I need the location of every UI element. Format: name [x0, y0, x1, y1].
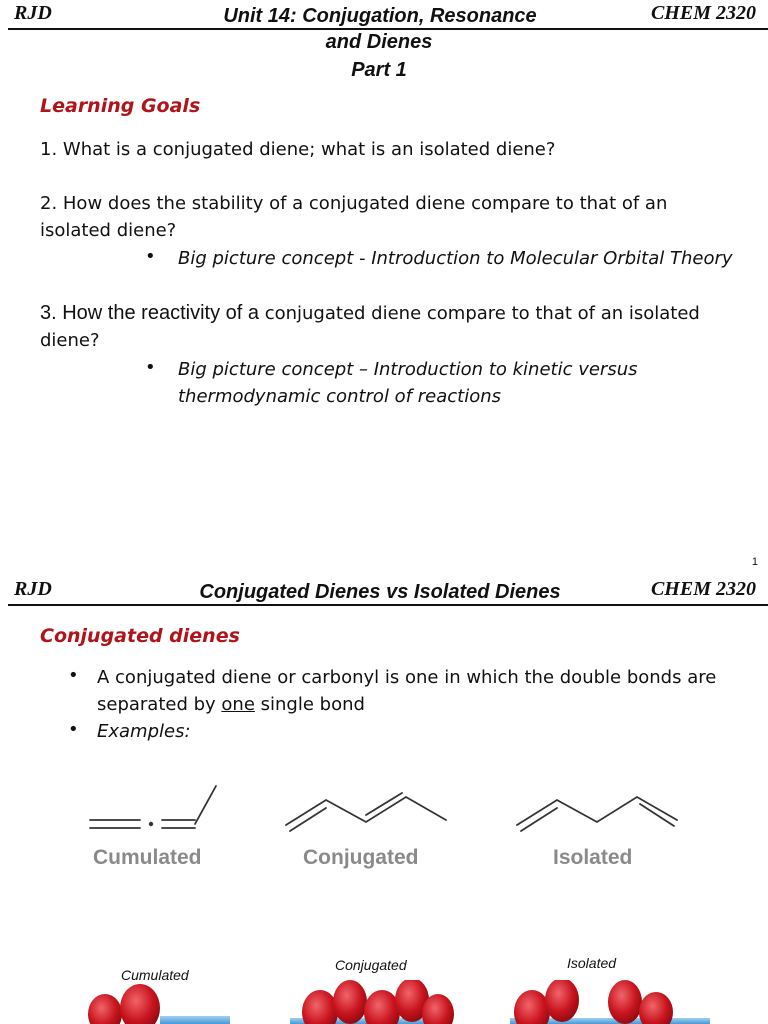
slide1-title: Unit 14: Conjugation, Resonance	[223, 5, 537, 27]
examples-bullet: Examples:	[97, 721, 191, 742]
label-isolated: Isolated	[553, 846, 633, 869]
page-number: 1	[751, 556, 758, 568]
slide2-header	[0, 576, 768, 604]
goal-3-rest: conjugated diene compare to that of an isolated	[258, 303, 700, 324]
slide2-author: RJD	[14, 578, 52, 600]
definition-post: single bond	[254, 694, 365, 715]
bullet-marker: •	[145, 357, 156, 378]
orbital-label-isolated: Isolated	[567, 955, 617, 971]
slide1-header-rule	[8, 28, 768, 30]
slide2-heading: Conjugated dienes	[40, 625, 240, 647]
orbital-diagrams	[0, 980, 768, 1024]
slide1-author: RJD	[14, 2, 52, 24]
slide1-subtitle-line1: and Dienes	[325, 31, 433, 53]
conjugated-orbitals	[290, 980, 454, 1024]
goal-3-prefix: 3. How the reactivity of a	[40, 302, 259, 324]
slide2-header-rule	[8, 604, 768, 606]
definition-pre: separated by	[97, 694, 222, 715]
slide2-title: Conjugated Dienes vs Isolated Dienes	[199, 581, 561, 603]
goal-3-bullet-line1: Big picture concept – Introduction to kinetic versus	[178, 359, 638, 380]
cumulated-structure	[90, 786, 216, 828]
goal-3-line2: diene?	[40, 330, 100, 351]
goal-2	[40, 190, 760, 244]
goal-3-bullet-line2: thermodynamic control of reactions	[178, 386, 501, 407]
slide1-subtitle-line2: Part 1	[351, 59, 407, 81]
bullet-marker: •	[68, 665, 79, 686]
conjugated-structure	[286, 793, 446, 831]
goal-3-bullet	[178, 356, 758, 410]
goal-2-line1: 2. How does the stability of a conjugated diene compare to that of an	[40, 193, 668, 214]
bullet-marker: •	[68, 719, 79, 740]
slide2-course: CHEM 2320	[650, 578, 756, 600]
definition-bullet	[97, 664, 757, 718]
isolated-orbitals	[510, 980, 710, 1024]
orbital-label-cumulated: Cumulated	[121, 967, 189, 983]
label-cumulated: Cumulated	[93, 846, 202, 869]
isolated-structure	[517, 797, 677, 831]
slide1-header	[0, 0, 768, 28]
cumulated-orbitals	[88, 984, 230, 1024]
label-conjugated: Conjugated	[303, 846, 419, 869]
allene-center-dot	[149, 822, 153, 826]
goal-3	[40, 300, 760, 354]
goal-1: 1. What is a conjugated diene; what is an isolated diene?	[40, 139, 556, 160]
slide1-heading: Learning Goals	[40, 95, 201, 117]
slide1-course: CHEM 2320	[650, 2, 756, 24]
goal-2-bullet: Big picture concept - Introduction to Molecular Orbital Theory	[178, 248, 733, 269]
diene-structures	[80, 780, 680, 840]
goal-2-line2: isolated diene?	[40, 220, 177, 241]
orbital-label-conjugated: Conjugated	[335, 957, 407, 973]
bullet-marker: •	[145, 246, 156, 267]
definition-underline: one	[221, 694, 255, 715]
definition-line1: A conjugated diene or carbonyl is one in which the double bonds are	[97, 667, 717, 688]
